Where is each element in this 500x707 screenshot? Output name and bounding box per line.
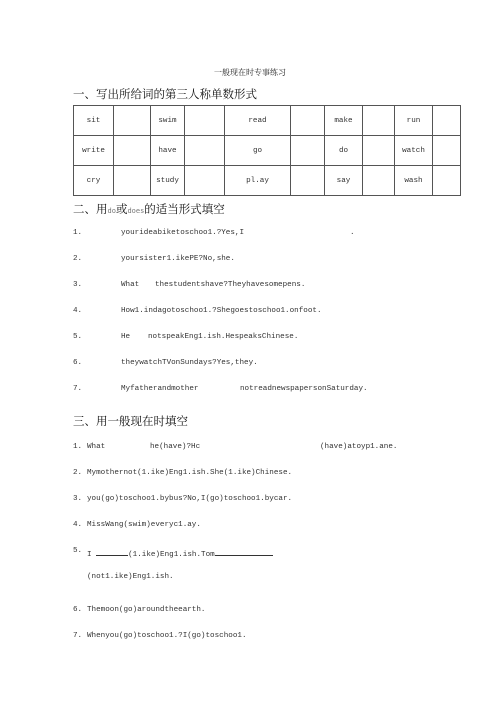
- verb-cell: go: [225, 136, 291, 166]
- question-text: you(go)toschoo1.bybus?No,I(go)toschoo1.bycar.: [87, 495, 293, 503]
- question-text: Themoon(go)aroundtheearth.: [87, 606, 206, 614]
- verb-cell: run: [395, 106, 433, 136]
- verb-table-row: [74, 166, 461, 196]
- question-text: Whenyou(go)toschoo1.?I(go)toschoo1.: [87, 632, 247, 640]
- question-text-end: thestudentshave?Theyhavesomepens.: [155, 281, 306, 289]
- verb-cell: cry: [74, 166, 114, 196]
- answer-cell[interactable]: [433, 166, 461, 196]
- page-title: 一般现在时专事练习: [214, 68, 286, 77]
- question-text-mid: he(have)?Hc: [150, 443, 201, 451]
- verb-cell: watch: [395, 136, 433, 166]
- question-text-end: (have)atoyp1.ane.: [320, 443, 398, 451]
- question-text: Myfatherandmother: [121, 385, 199, 393]
- question-number: 7.: [73, 632, 83, 640]
- answer-cell[interactable]: [185, 106, 225, 136]
- question-number: 3.: [73, 281, 83, 289]
- question-text: MissWang(swim)everyc1.ay.: [87, 521, 201, 529]
- question-text-end: notspeakEng1.ish.HespeaksChinese.: [148, 333, 299, 341]
- verb-cell: sit: [74, 106, 114, 136]
- answer-cell[interactable]: [433, 106, 461, 136]
- verb-cell: say: [325, 166, 363, 196]
- question-number: 6.: [73, 359, 83, 367]
- verb-table: [73, 105, 461, 196]
- verb-cell: do: [325, 136, 363, 166]
- verb-cell: read: [225, 106, 291, 136]
- section2-heading-suffix: 的适当形式填空: [144, 202, 225, 216]
- section2-heading-prefix: 二、用: [73, 202, 108, 216]
- verb-cell: wash: [395, 166, 433, 196]
- question-text: theywatchTVonSundays?Yes,they.: [121, 359, 258, 367]
- verb-cell: study: [151, 166, 185, 196]
- question-number: 2.: [73, 255, 83, 263]
- question-text: yourideabiketoschoo1.?Yes,I: [121, 229, 245, 237]
- verb-cell: write: [74, 136, 114, 166]
- answer-cell[interactable]: [114, 166, 151, 196]
- question-text-end: .: [350, 229, 355, 237]
- answer-blank[interactable]: [96, 547, 128, 556]
- answer-cell[interactable]: [114, 136, 151, 166]
- verb-table-row: [74, 106, 461, 136]
- question-text-end: (not1.ike)Eng1.ish.: [87, 573, 174, 581]
- question-number: 7.: [73, 385, 83, 393]
- question-text: He: [121, 333, 131, 341]
- answer-cell[interactable]: [185, 166, 225, 196]
- question-text: I: [87, 551, 92, 559]
- answer-cell[interactable]: [291, 136, 325, 166]
- answer-cell[interactable]: [185, 136, 225, 166]
- section1-heading: 一、写出所给词的第三人称单数形式: [73, 87, 257, 101]
- answer-cell[interactable]: [363, 166, 395, 196]
- verb-cell: have: [151, 136, 185, 166]
- answer-cell[interactable]: [363, 106, 395, 136]
- question-number: 5.: [73, 333, 83, 341]
- section2-heading: [73, 201, 225, 217]
- verb-cell: pl.ay: [225, 166, 291, 196]
- question-text-end: notreadnewspapersonSaturday.: [240, 385, 368, 393]
- question-number: 3.: [73, 495, 83, 503]
- question-text: What: [87, 443, 106, 451]
- answer-cell[interactable]: [291, 106, 325, 136]
- question-number: 2.: [73, 469, 83, 477]
- section2-heading-does: does: [127, 207, 145, 215]
- question-text: yoursister1.ikePE?No,she.: [121, 255, 235, 263]
- answer-cell[interactable]: [114, 106, 151, 136]
- question-number: 4.: [73, 521, 83, 529]
- answer-cell[interactable]: [291, 166, 325, 196]
- section2-heading-do: do: [107, 207, 116, 215]
- question-text: Mymothernot(1.ike)Eng1.ish.She(1.ike)Chinese.: [87, 469, 293, 477]
- answer-cell[interactable]: [433, 136, 461, 166]
- verb-cell: make: [325, 106, 363, 136]
- verb-table-row: [74, 136, 461, 166]
- question-number: 4.: [73, 307, 83, 315]
- question-text: What: [121, 281, 140, 289]
- question-number: 5.: [73, 547, 83, 555]
- question-number: 1.: [73, 443, 83, 451]
- answer-cell[interactable]: [363, 136, 395, 166]
- verb-cell: swim: [151, 106, 185, 136]
- answer-blank[interactable]: [215, 547, 273, 556]
- section3-heading: 三、用一般现在时填空: [73, 414, 188, 428]
- question-number: 6.: [73, 606, 83, 614]
- question-number: 1.: [73, 229, 83, 237]
- question-text: How1.indagotoschoo1.?Shegoestoschoo1.onfoot.: [121, 307, 322, 315]
- question-line: [87, 547, 273, 559]
- question-text-mid: (1.ike)Eng1.ish.Tom: [128, 551, 215, 559]
- section2-heading-or: 或: [115, 202, 128, 216]
